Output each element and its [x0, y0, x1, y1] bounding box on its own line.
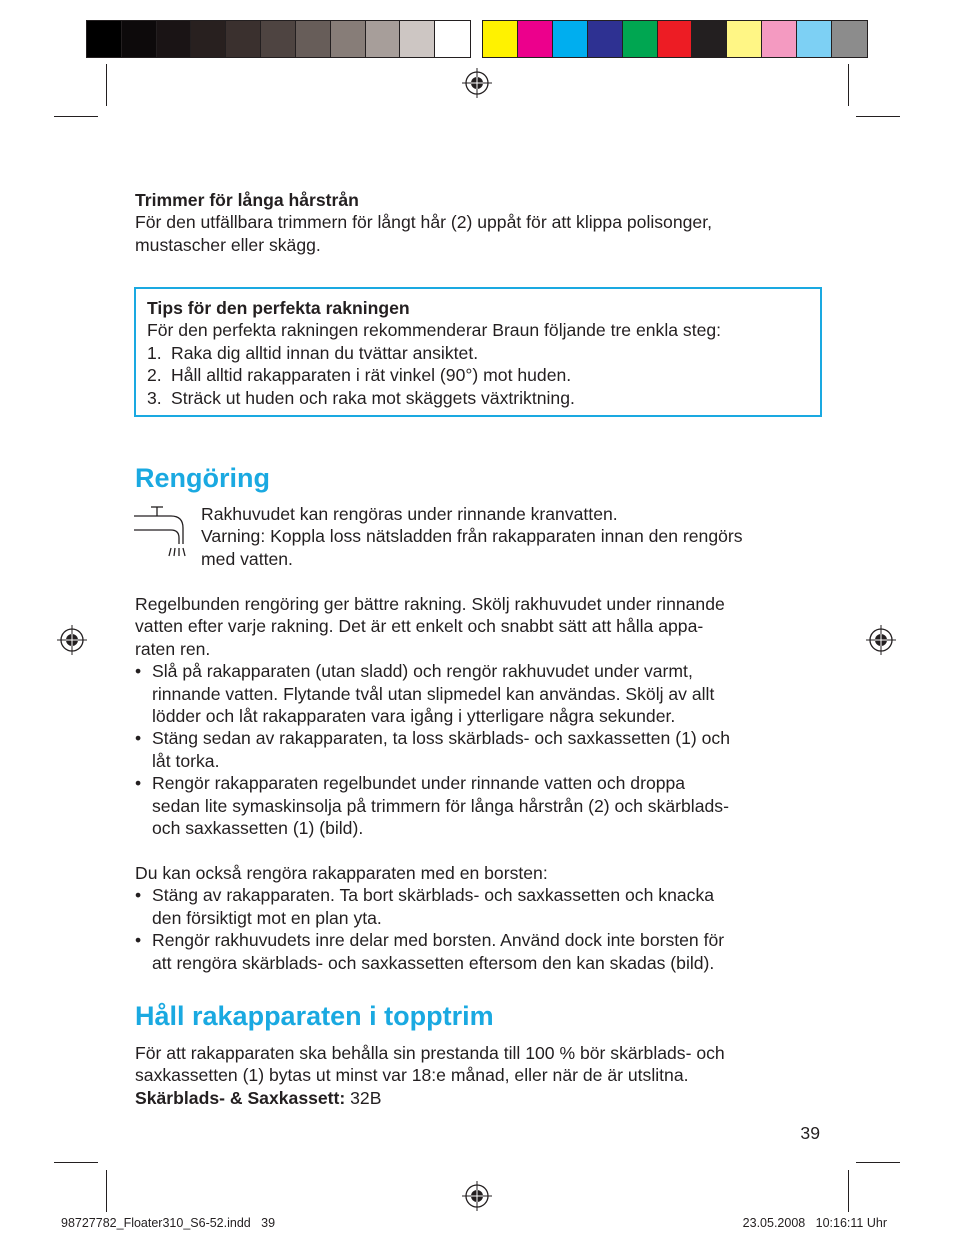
crop-mark — [106, 64, 107, 106]
topptrim-heading: Håll rakapparaten i topptrim — [135, 1001, 494, 1031]
color-swatch — [518, 21, 553, 57]
bullet-line: sedan lite symaskinsolja på trimmern för långa hårstrån (2) och skärblads- — [152, 795, 729, 816]
color-swatch — [400, 21, 435, 57]
bullet-line: rinnande vatten. Flytande tvål utan slipmedel kan användas. Skölj av allt — [152, 683, 715, 704]
color-swatch — [296, 21, 331, 57]
trimmer-section — [135, 189, 825, 256]
note-line: Rakhuvudet kan rengöras under rinnande kranvatten. — [201, 504, 618, 524]
bullet-list — [135, 884, 825, 974]
list-item — [135, 727, 825, 772]
bullet: • — [135, 885, 142, 906]
trimmer-heading: Trimmer för långa hårstrån — [135, 190, 359, 210]
color-swatch — [553, 21, 588, 57]
bullet: • — [135, 728, 142, 749]
list-item — [147, 342, 811, 364]
part-value: 32B — [350, 1087, 382, 1108]
note-line: Varning: Koppla loss nätsladden från rakapparaten innan den rengörs — [201, 526, 743, 547]
color-swatch — [331, 21, 366, 57]
color-swatch — [762, 21, 797, 57]
body-line: raten ren. — [135, 638, 211, 659]
tips-intro: För den perfekta rakningen rekommenderar Braun följande tre enkla steg: — [147, 320, 722, 341]
page-number: 39 — [800, 1123, 820, 1143]
note-line: med vatten. — [201, 548, 293, 569]
bullet-line: Rengör rakhuvudets inre delar med borsten. Använd dock inte borsten för — [152, 930, 725, 951]
color-swatch — [692, 21, 727, 57]
body-line: För att rakapparaten ska behålla sin prestanda till 100 % bör skärblads- och — [135, 1043, 725, 1063]
trimmer-text-line: mustascher eller skägg. — [135, 234, 321, 255]
item-number: 2. — [147, 365, 162, 386]
crop-mark — [54, 116, 98, 117]
color-swatch — [122, 21, 157, 57]
item-text: Sträck ut huden och raka mot skäggets växtriktning. — [171, 387, 575, 408]
bullet-line: Stäng sedan av rakapparaten, ta loss skärblads- och saxkassetten (1) och — [152, 728, 730, 749]
faucet-icon — [133, 504, 193, 558]
color-swatch — [226, 21, 261, 57]
color-swatch — [435, 21, 470, 57]
list-item — [135, 660, 825, 727]
list-item — [135, 772, 825, 839]
bullet-line: lödder och låt rakapparaten vara igång i ytterligare några sekunder. — [152, 706, 676, 727]
body-line: Regelbunden rengöring ger bättre rakning. Skölj rakhuvudet under rinnande — [135, 594, 725, 614]
gray-color-bar — [86, 20, 471, 58]
crop-mark — [848, 1170, 849, 1212]
tips-heading: Tips för den perfekta rakningen — [147, 298, 410, 318]
bullet-line: Slå på rakapparaten (utan sladd) och rengör rakhuvudet under varmt, — [152, 661, 693, 682]
bullet-line: den försiktigt mot en plan yta. — [152, 907, 382, 928]
bullet-line: att rengöra skärblads- och saxkassetten eftersom den kan skadas (bild). — [152, 952, 715, 973]
registration-mark-icon — [462, 68, 492, 98]
list-item — [135, 929, 825, 974]
cleaning-heading: Rengöring — [135, 463, 270, 493]
color-swatch — [832, 21, 867, 57]
registration-mark-icon — [462, 1181, 492, 1211]
color-swatch — [658, 21, 693, 57]
bullet: • — [135, 773, 142, 794]
color-swatch — [87, 21, 122, 57]
registration-mark-icon — [57, 625, 87, 655]
item-text: Raka dig alltid innan du tvättar ansiktet. — [171, 342, 479, 363]
crop-mark — [856, 116, 900, 117]
list-item — [147, 387, 811, 409]
item-number: 1. — [147, 342, 162, 363]
brush-intro: Du kan också rengöra rakapparaten med en borsten: — [135, 863, 548, 883]
body-line: vatten efter varje rakning. Det är ett enkelt och snabbt sätt att hålla appa- — [135, 616, 704, 637]
footer-timestamp: 23.05.2008 10:16:11 Uhr — [742, 1216, 887, 1230]
bullet: • — [135, 661, 142, 682]
color-swatch — [727, 21, 762, 57]
color-swatch — [366, 21, 401, 57]
color-swatch — [797, 21, 832, 57]
bullet: • — [135, 930, 142, 951]
item-text: Håll alltid rakapparaten i rät vinkel (90°) mot huden. — [171, 365, 572, 386]
topptrim-body — [135, 1042, 825, 1109]
tips-list — [147, 342, 811, 409]
bullet-line: Stäng av rakapparaten. Ta bort skärblads- och saxkassetten och knacka — [152, 885, 715, 906]
color-swatch — [157, 21, 192, 57]
color-swatch — [588, 21, 623, 57]
cleaning-body — [135, 593, 825, 839]
registration-mark-icon — [866, 625, 896, 655]
crop-mark — [54, 1162, 98, 1163]
bullet-line: Rengör rakapparaten regelbundet under rinnande vatten och droppa — [152, 773, 686, 794]
process-color-bar — [482, 20, 868, 58]
cleaning-note — [201, 503, 831, 570]
color-swatch — [261, 21, 296, 57]
footer-file: 98727782_Floater310_S6-52.indd 39 — [61, 1216, 276, 1230]
color-swatch — [191, 21, 226, 57]
crop-mark — [848, 64, 849, 106]
crop-mark — [106, 1170, 107, 1212]
color-swatch — [483, 21, 518, 57]
color-swatch — [623, 21, 658, 57]
part-label: Skärblads- & Saxkassett: — [135, 1087, 346, 1108]
tips-box — [134, 287, 822, 417]
crop-mark — [856, 1162, 900, 1163]
item-number: 3. — [147, 387, 162, 408]
part-line — [135, 1087, 825, 1109]
bullet-line: och saxkassetten (1) (bild). — [152, 818, 364, 839]
brush-section — [135, 862, 825, 974]
list-item — [147, 364, 811, 386]
bullet-list — [135, 660, 825, 839]
bullet-line: låt torka. — [152, 750, 220, 771]
list-item — [135, 884, 825, 929]
trimmer-text-line: För den utfällbara trimmern för långt hår (2) uppåt för att klippa polisonger, — [135, 212, 712, 233]
body-line: saxkassetten (1) bytas ut minst var 18:e månad, eller när de är utslitna. — [135, 1065, 689, 1086]
